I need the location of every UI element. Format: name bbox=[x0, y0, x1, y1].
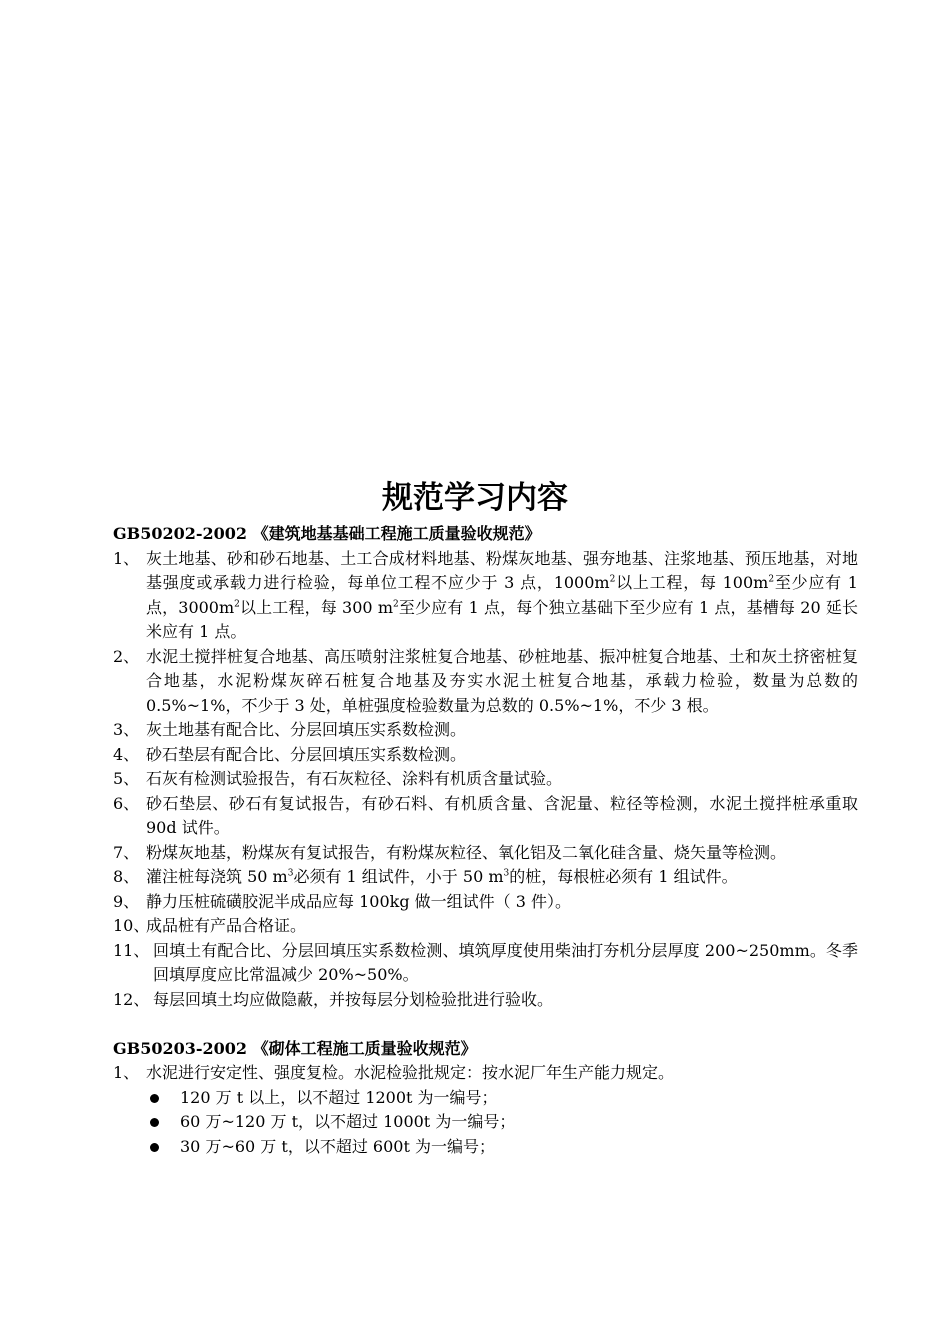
list-item: 10、 成品桩有产品合格证。 bbox=[113, 916, 307, 935]
list-item: 4、 砂石垫层有配合比、分层回填压实系数检测。 bbox=[113, 744, 467, 764]
bullet-item: 30 万~60 万 t，以不超过 600t 为一编号； bbox=[113, 1135, 858, 1160]
document-title: 规范学习内容 bbox=[382, 480, 568, 516]
bullet-dot-icon bbox=[150, 1094, 159, 1103]
bullet-dot-icon bbox=[150, 1143, 159, 1152]
list-item: 5、 石灰有检测试验报告，有石灰粒径、涂料有机质含量试验。 bbox=[113, 769, 563, 788]
bullet-item: 120 万 t 以上，以不超过 1200t 为一编号； bbox=[113, 1086, 858, 1111]
list-item: 11、 回填土有配合比、分层回填压实系数检测、填筑厚度使用柴油打夯机分层厚度 200~250mm。冬季回填厚度应比常温减少 20%~50%。 bbox=[113, 940, 858, 984]
list-item: 1、 水泥进行安定性、强度复检。水泥检验批规定：按水泥厂年生产能力规定。 bbox=[113, 1063, 675, 1082]
list-item: 2、 水泥土搅拌桩复合地基、高压喷射注浆桩复合地基、砂桩地基、振冲桩复合地基、土和灰土挤密桩复合地基，水泥粉煤灰碎石桩复合地基及夯实水泥土桩复合地基，承载力检验，数量为总数的 0.5%~1%，不少于 3 处，单桩强度检验数量为总数的 0.5%~1%，不少 3 根。 bbox=[113, 646, 858, 715]
list-item: 9、 静力压桩硫磺胶泥半成品应每 100kg 做一组试件（ 3 件）。 bbox=[113, 891, 572, 911]
list-item: 12、 每层回填土均应做隐蔽，并按每层分划检验批进行验收。 bbox=[113, 989, 554, 1009]
section-heading-gb50202: GB50202-2002 《建筑地基基础工程施工质量验收规范》 bbox=[113, 524, 541, 543]
list-item: 1、 灰土地基、砂和砂石地基、土工合成材料地基、粉煤灰地基、强夯地基、注浆地基、预压地基，对地基强度或承载力进行检验，每单位工程不应少于 3 点，$1000m^2$以上工程，每 $100m^2$至少应有 1 点，$3000m^2$以上工程，每 300 $m^2$至少应有 1 点，每个独立基础下至少应有 1 点，基槽每 20 延长米应有 1 点。 bbox=[113, 548, 858, 641]
list-item: 7、 粉煤灰地基，粉煤灰有复试报告，有粉煤灰粒径、氧化铝及二氧化硅含量、烧矢量等检测。 bbox=[113, 842, 787, 862]
list-item: 6、 砂石垫层、砂石有复试报告，有砂石料、有机质含量、含泥量、粒径等检测，水泥土搅拌桩承重取 90d 试件。 bbox=[113, 793, 858, 837]
bullet-dot-icon bbox=[150, 1118, 159, 1127]
bullet-item: 60 万~120 万 t，以不超过 1000t 为一编号； bbox=[113, 1110, 858, 1135]
list-item: 3、 灰土地基有配合比、分层回填压实系数检测。 bbox=[113, 720, 467, 739]
section-spacer bbox=[113, 1012, 858, 1037]
list-item: 8、 灌注桩每浇筑 50 $m^3$必须有 1 组试件，小于 50 $m^3$的桩，每根桩必须有 1 组试件。 bbox=[113, 867, 738, 886]
section-heading-gb50203: GB50203-2002 《砌体工程施工质量验收规范》 bbox=[113, 1038, 477, 1058]
document-body bbox=[113, 522, 858, 1159]
